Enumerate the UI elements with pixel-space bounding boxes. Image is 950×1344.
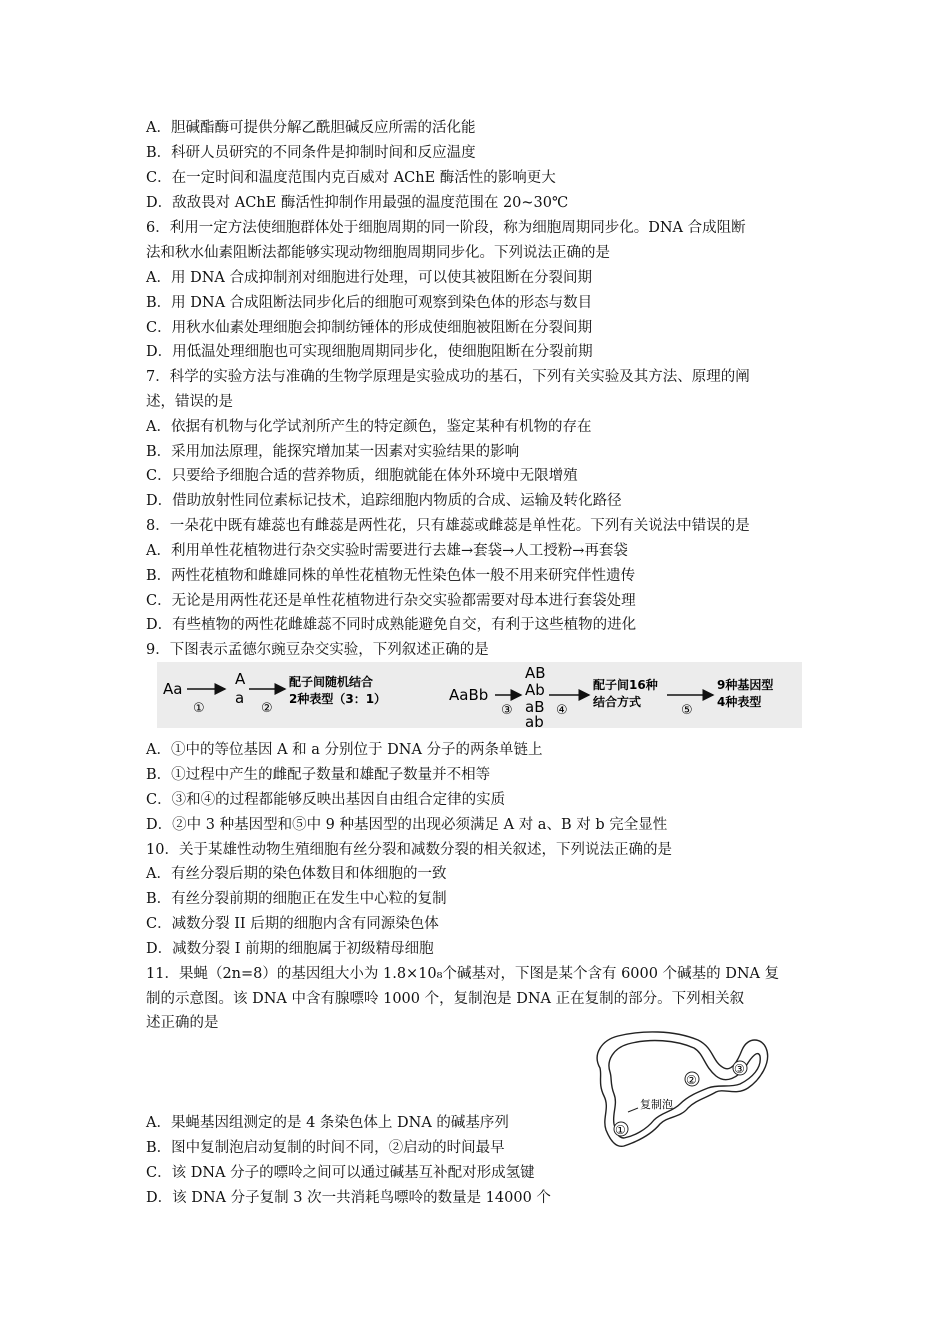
q5-option-c: C．在一定时间和温度范围内克百威对 AChE 酶活性的影响更大 bbox=[146, 170, 556, 186]
q6-option-c: C．用秋水仙素处理细胞会抑制纺锤体的形成使细胞被阻断在分裂间期 bbox=[146, 320, 593, 336]
gamete-ab-3: aB bbox=[525, 698, 545, 716]
step-5: ⑤ bbox=[681, 703, 693, 718]
parent-aabb: AaBb bbox=[449, 686, 489, 704]
q6-option-a: A．用 DNA 合成抑制剂对细胞进行处理，可以使其被阻断在分裂间期 bbox=[146, 270, 592, 286]
gamete-ab-4: ab bbox=[525, 713, 544, 728]
q11-stem-line2: 制的示意图。该 DNA 中含有腺嘌呤 1000 个，复制泡是 DNA 正在复制的部分。下列相关叙 bbox=[146, 991, 745, 1007]
q7-option-b: B．采用加法原理，能探究增加某一因素对实验结果的影响 bbox=[146, 444, 520, 460]
parent-aa: Aa bbox=[163, 680, 183, 698]
four-phenotypes: 4种表型 bbox=[717, 695, 762, 709]
gamete-ab-1: AB bbox=[525, 664, 546, 682]
q11-option-b: B．图中复制泡启动复制的时间不同，②启动的时间最早 bbox=[146, 1140, 505, 1156]
q9-option-c: C．③和④的过程都能够反映出基因自由组合定律的实质 bbox=[146, 792, 506, 808]
q7-stem-line1: 7．科学的实验方法与准确的生物学原理是实验成功的基石，下列有关实验及其方法、原理的阐 bbox=[146, 369, 750, 385]
q10-option-c: C．减数分裂 II 后期的细胞内含有同源染色体 bbox=[146, 916, 439, 932]
q5-option-d: D．敌敌畏对 AChE 酶活性抑制作用最强的温度范围在 20~30℃ bbox=[146, 195, 569, 211]
step-3: ③ bbox=[501, 703, 513, 718]
q6-stem-line1: 6．利用一定方法使细胞群体处于细胞周期的同一阶段，称为细胞周期同步化。DNA 合成阻断 bbox=[146, 220, 746, 236]
random-combination: 配子间随机结合 bbox=[289, 675, 374, 689]
combination-ways: 结合方式 bbox=[593, 695, 642, 709]
q10-option-b: B．有丝分裂前期的细胞正在发生中心粒的复制 bbox=[146, 891, 447, 907]
bubble-3-label: ③ bbox=[734, 1062, 745, 1076]
q5-option-a: A．胆碱酯酶可提供分解乙酰胆碱反应所需的活化能 bbox=[146, 120, 476, 136]
q7-option-d: D．借助放射性同位素标记技术，追踪细胞内物质的合成、运输及转化路径 bbox=[146, 493, 622, 509]
q11-stem-line3: 述正确的是 bbox=[146, 1015, 219, 1031]
q9-option-a: A．①中的等位基因 A 和 a 分别位于 DNA 分子的两条单链上 bbox=[146, 742, 543, 758]
gamete-a-recessive: a bbox=[235, 689, 245, 707]
q9-option-b: B．①过程中产生的雌配子数量和雄配子数量并不相等 bbox=[146, 767, 491, 783]
q6-option-d: D．用低温处理细胞也可实现细胞周期同步化，使细胞阻断在分裂前期 bbox=[146, 344, 593, 360]
q6-stem-line2: 法和秋水仙素阻断法都能够实现动物细胞周期同步化。下列说法正确的是 bbox=[146, 245, 610, 261]
bubble-2-label: ② bbox=[686, 1073, 697, 1087]
q8-stem: 8．一朵花中既有雄蕊也有雌蕊是两性花，只有雄蕊或雌蕊是单性花。下列有关说法中错误的是 bbox=[146, 518, 750, 534]
q9-option-d: D．②中 3 种基因型和⑤中 9 种基因型的出现必须满足 A 对 a、B 对 b 完全显性 bbox=[146, 817, 668, 833]
dna-replication-figure bbox=[588, 1026, 773, 1148]
step-1: ① bbox=[193, 701, 205, 716]
q8-option-b: B．两性花植物和雌雄同株的单性花植物无性染色体一般不用来研究伴性遗传 bbox=[146, 568, 636, 584]
q11-option-d: D．该 DNA 分子复制 3 次一共消耗鸟嘌呤的数量是 14000 个 bbox=[146, 1190, 551, 1206]
q7-stem-line2: 述，错误的是 bbox=[146, 394, 233, 410]
q9-stem: 9．下图表示孟德尔豌豆杂交实验，下列叙述正确的是 bbox=[146, 642, 489, 658]
mendel-cross-figure bbox=[157, 662, 802, 728]
q6-option-b: B．用 DNA 合成阻断法同步化后的细胞可观察到染色体的形态与数目 bbox=[146, 295, 593, 311]
nine-genotypes: 9种基因型 bbox=[717, 678, 774, 692]
q10-option-d: D．减数分裂 I 前期的细胞属于初级精母细胞 bbox=[146, 941, 434, 957]
q8-option-d: D．有些植物的两性花雌雄蕊不同时成熟能避免自交，有利于这些植物的进化 bbox=[146, 617, 637, 633]
bubble-pointer bbox=[628, 1108, 638, 1112]
step-2: ② bbox=[261, 701, 273, 716]
dna-loop-inner bbox=[609, 1041, 760, 1138]
sixteen-combinations: 配子间16种 bbox=[593, 678, 658, 692]
q8-option-c: C．无论是用两性花还是单性花植物进行杂交实验都需要对母本进行套袋处理 bbox=[146, 593, 636, 609]
two-phenotypes: 2种表型（3：1） bbox=[289, 692, 387, 706]
q7-option-c: C．只要给予细胞合适的营养物质，细胞就能在体外环境中无限增殖 bbox=[146, 468, 578, 484]
q10-option-a: A．有丝分裂后期的染色体数目和体细胞的一致 bbox=[146, 866, 447, 882]
q8-option-a: A．利用单性花植物进行杂交实验时需要进行去雄→套袋→人工授粉→再套袋 bbox=[146, 543, 628, 559]
gamete-a-dominant: A bbox=[235, 670, 246, 688]
bubble-1-label: ① bbox=[615, 1123, 626, 1137]
q11-stem-line1: 11．果蝇（2n=8）的基因组大小为 1.8×10₈个碱基对，下图是某个含有 6000 个碱基的 DNA 复 bbox=[146, 966, 780, 982]
gamete-ab-2: Ab bbox=[525, 681, 545, 699]
q5-option-b: B．科研人员研究的不同条件是抑制时间和反应温度 bbox=[146, 145, 476, 161]
q10-stem: 10．关于某雄性动物生殖细胞有丝分裂和减数分裂的相关叙述，下列说法正确的是 bbox=[146, 842, 672, 858]
q7-option-a: A．依据有机物与化学试剂所产生的特定颜色，鉴定某种有机物的存在 bbox=[146, 419, 592, 435]
step-4: ④ bbox=[556, 703, 568, 718]
q11-option-a: A．果蝇基因组测定的是 4 条染色体上 DNA 的碱基序列 bbox=[146, 1115, 509, 1131]
q11-option-c: C．该 DNA 分子的嘌呤之间可以通过碱基互补配对形成氢键 bbox=[146, 1165, 535, 1181]
replication-bubble-label: 复制泡 bbox=[640, 1098, 673, 1111]
